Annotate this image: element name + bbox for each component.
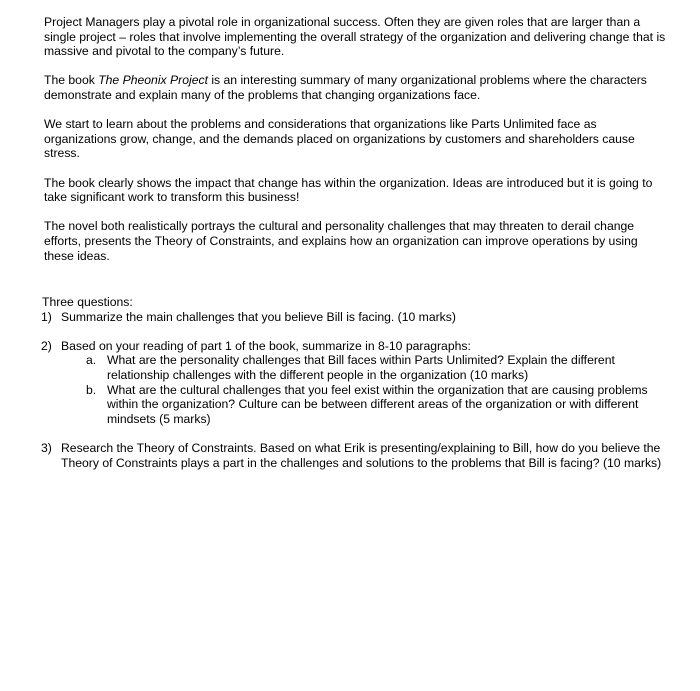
question-2a-text: What are the personality challenges that Bill faces within Parts Unlimited? Explain the different relationship challenges with the different people in the organization (10 marks) [107, 353, 615, 383]
intro-paragraph-5: The novel both realistically portrays the cultural and personality challenges that may threaten to derail change efforts, presents the Theory of Constraints, and explains how an organization can improve operations by using these ideas. [44, 219, 638, 263]
intro-paragraph-2-rest: is an interesting summary of many organizational problems where the characters demonstrate and explain many of the problems that changing organizations face. [44, 73, 647, 102]
intro-paragraph-2 [44, 73, 669, 102]
intro-paragraph-4: The book clearly shows the impact that change has within the organization. Ideas are introduced but it is going to take significant work to transform this business! [44, 175, 653, 205]
question-3-text: Research the Theory of Constraints. Based on what Erik is presenting/explaining to Bill, how do you believe the Theory of Constraints plays a part in the challenges and solutions to the problems that Bill is facing? (10 marks) [61, 441, 662, 470]
question-2 [41, 339, 669, 354]
intro-paragraph-2-lead: The book [44, 73, 99, 88]
question-2b-text: What are the cultural challenges that you feel exist within the organization that are causing problems within the organization? Culture can be between different areas of the organization or with different mindsets (5 marks) [107, 382, 648, 426]
questions-section [41, 295, 669, 470]
question-2a-letter: a. [86, 353, 97, 368]
question-3 [41, 441, 669, 470]
intro-paragraph-1: Project Managers play a pivotal role in organizational success. Often they are given roles that are larger than a single project – roles that involve implementing the overall strategy of the organization and delivering change that is massive and pivotal to the company’s future. [44, 15, 666, 59]
question-2-text: Based on your reading of part 1 of the book, summarize in 8-10 paragraphs: [61, 338, 471, 353]
questions-heading: Three questions: [42, 295, 133, 310]
document-body [41, 15, 669, 470]
question-1 [41, 310, 669, 325]
question-2a [44, 353, 669, 382]
question-2b-letter: b. [86, 382, 97, 397]
intro-paragraph-3: We start to learn about the problems and considerations that organizations like Parts Unlimited face as organizations grow, change, and the demands placed on organizations by customers and shareholders cause stress. [44, 117, 635, 161]
book-title: The Pheonix Project [98, 73, 208, 88]
question-2-number: 2) [41, 338, 52, 353]
question-1-text: Summarize the main challenges that you believe Bill is facing. (10 marks) [61, 309, 456, 324]
question-3-number: 3) [41, 441, 52, 456]
question-1-number: 1) [41, 309, 52, 324]
question-2b [44, 383, 669, 427]
